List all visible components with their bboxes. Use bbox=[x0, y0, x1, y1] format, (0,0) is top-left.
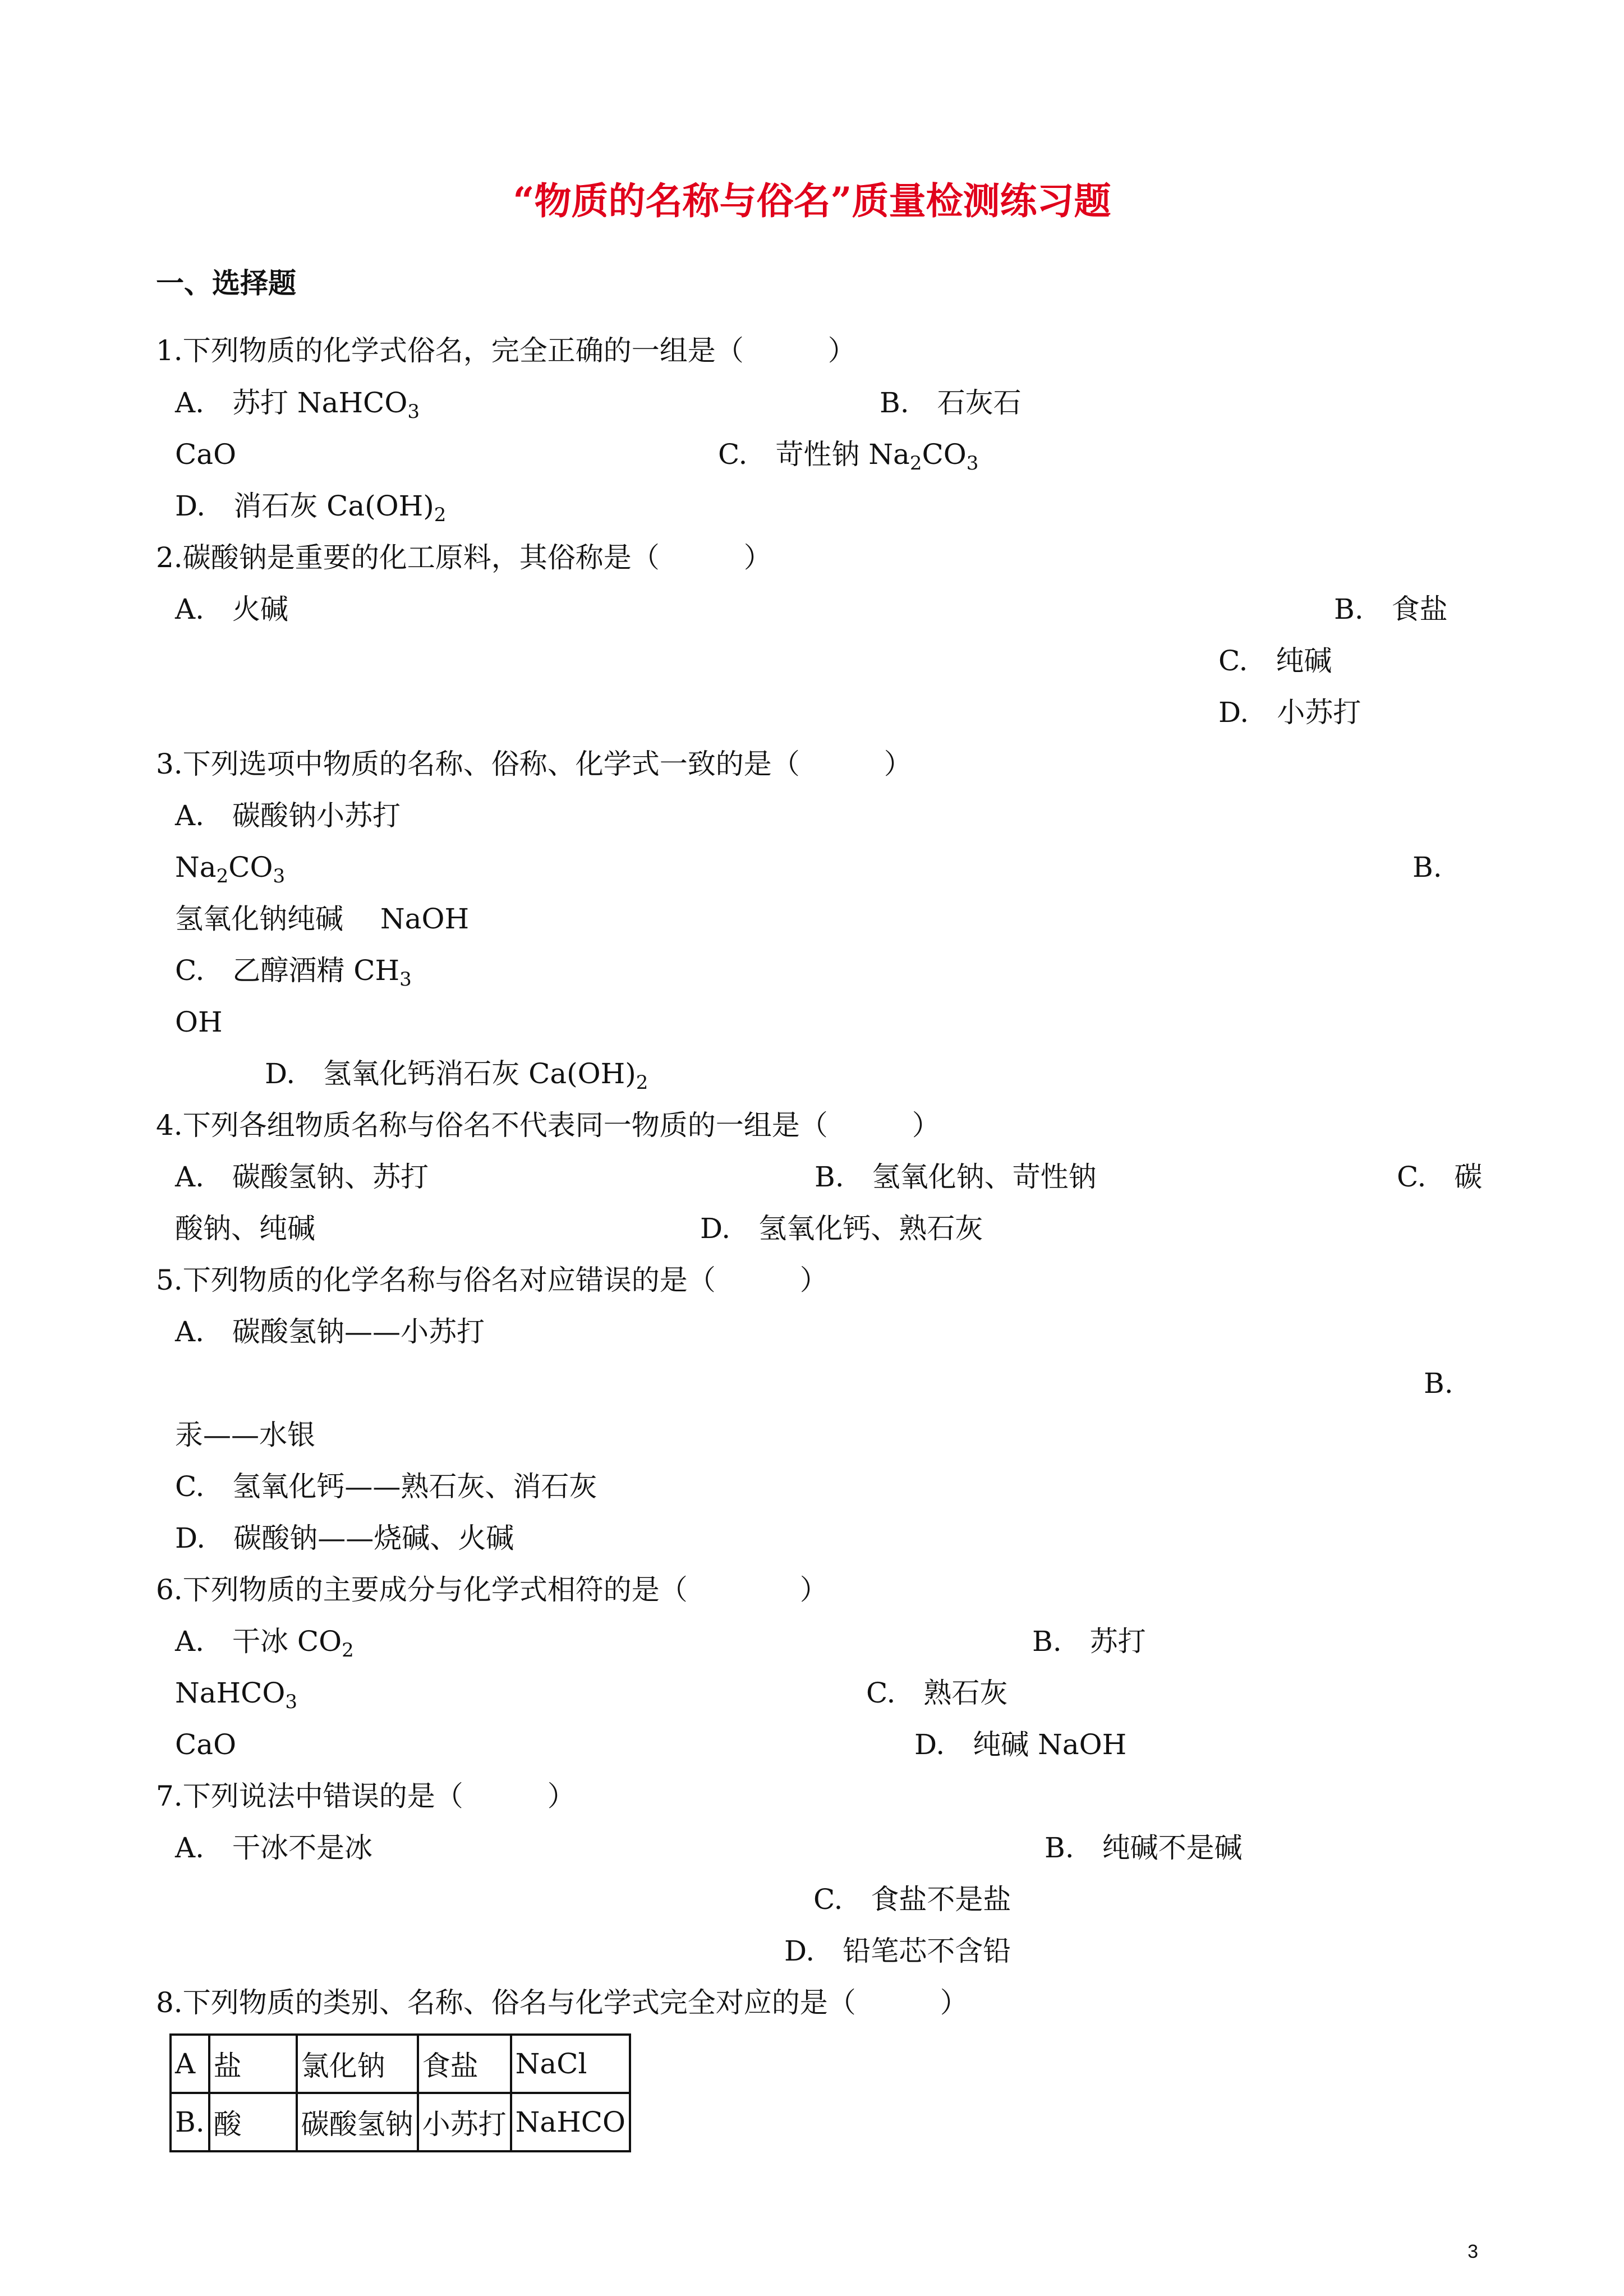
q7-option-d: D. 铅笔芯不含铅 bbox=[784, 1935, 1011, 1967]
q6-stem: 6.下列物质的主要成分与化学式相符的是（ ） bbox=[156, 1573, 828, 1606]
q5-option-b-cont: 汞——水银 bbox=[175, 1419, 315, 1451]
table-cell: NaHCO bbox=[511, 2093, 630, 2151]
q3-option-a-formula: $Na_2CO_3$ bbox=[175, 851, 286, 887]
q7-option-a: A. 干冰不是冰 bbox=[175, 1832, 373, 1864]
q3-stem: 3.下列选项中物质的名称、俗称、化学式一致的是（ ） bbox=[156, 748, 912, 780]
table-cell: 食盐 bbox=[418, 2035, 511, 2093]
page-title: “物质的名称与俗名”质量检测练习题 bbox=[513, 179, 1111, 223]
table-cell: 酸 bbox=[209, 2093, 297, 2151]
q3-option-a: A. 碳酸钠小苏打 bbox=[175, 799, 401, 832]
table-cell: B. bbox=[171, 2093, 209, 2151]
q5-option-a: A. 碳酸氢钠——小苏打 bbox=[175, 1315, 485, 1348]
q4-option-a: A. 碳酸氢钠、苏打 bbox=[175, 1161, 429, 1193]
table-cell: 小苏打 bbox=[418, 2093, 511, 2151]
table-cell: 碳酸氢钠 bbox=[297, 2093, 418, 2151]
q1-option-a: A. 苏打 NaHCO$_3$ bbox=[175, 386, 420, 423]
q2-stem: 2.碳酸钠是重要的化工原料，其俗称是（ ） bbox=[156, 541, 772, 574]
q2-option-c: C. 纯碱 bbox=[1218, 645, 1332, 677]
q4-option-c: C. 碳 bbox=[1397, 1161, 1483, 1193]
q2-option-d: D. 小苏打 bbox=[1218, 696, 1361, 729]
table-cell: A bbox=[171, 2035, 209, 2093]
q6-option-c: C. 熟石灰 bbox=[866, 1677, 1008, 1709]
q1-option-b-cont: CaO bbox=[175, 438, 237, 471]
q6-option-d: D. 纯碱 NaOH bbox=[914, 1728, 1127, 1761]
q1-stem: 1.下列物质的化学式俗名，完全正确的一组是（ ） bbox=[156, 334, 856, 367]
q3-option-d: D. 氢氧化钙消石灰 $Ca(OH)_2$ bbox=[265, 1057, 648, 1094]
q4-option-c-cont: 酸钠、纯碱 bbox=[175, 1212, 315, 1245]
q5-option-c: C. 氢氧化钙——熟石灰、消石灰 bbox=[175, 1470, 597, 1503]
q1-option-d: D. 消石灰 $Ca(OH)_2$ bbox=[175, 490, 447, 526]
q4-stem: 4.下列各组物质名称与俗名不代表同一物质的一组是（ ） bbox=[156, 1109, 940, 1142]
q2-option-b: B. 食盐 bbox=[1334, 593, 1448, 625]
q3-option-b-cont: 氢氧化钠纯碱 NaOH bbox=[175, 903, 470, 935]
q7-option-c: C. 食盐不是盐 bbox=[813, 1883, 1011, 1916]
q7-option-b: B. 纯碱不是碱 bbox=[1045, 1832, 1243, 1864]
q4-option-b: B. 氢氧化钠、苛性钠 bbox=[815, 1161, 1097, 1193]
table-row bbox=[171, 2035, 630, 2093]
q5-option-d: D. 碳酸钠——烧碱、火碱 bbox=[175, 1522, 514, 1554]
q4-option-d: D. 氢氧化钙、熟石灰 bbox=[700, 1212, 983, 1245]
q2-option-a: A. 火碱 bbox=[175, 593, 289, 625]
q3-option-c: C. 乙醇酒精 $CH_3$ bbox=[175, 954, 412, 991]
table-cell: 盐 bbox=[209, 2035, 297, 2093]
q6-option-b-cont: NaHCO$_3$ bbox=[175, 1677, 298, 1713]
q8-options-table bbox=[169, 2033, 631, 2152]
q5-option-b: B. bbox=[1424, 1367, 1453, 1400]
q8-stem: 8.下列物质的类别、名称、俗名与化学式完全对应的是（ ） bbox=[156, 1986, 968, 2019]
q3-option-b: B. bbox=[1413, 851, 1442, 884]
table-cell: NaCl bbox=[511, 2035, 630, 2093]
q1-option-c: C. 苛性钠 $Na_2CO_3$ bbox=[718, 438, 979, 475]
table-cell: 氯化钠 bbox=[297, 2035, 418, 2093]
q5-stem: 5.下列物质的化学名称与俗名对应错误的是（ ） bbox=[156, 1264, 828, 1296]
q3-option-c-cont: OH bbox=[175, 1006, 223, 1038]
q6-option-a: A. 干冰 $CO_2$ bbox=[175, 1625, 354, 1662]
q6-option-b: B. 苏打 bbox=[1032, 1625, 1146, 1658]
q7-stem: 7.下列说法中错误的是（ ） bbox=[156, 1780, 576, 1812]
q1-option-b: B. 石灰石 bbox=[880, 386, 1022, 419]
q6-option-c-cont: CaO bbox=[175, 1728, 237, 1761]
section-heading: 一、选择题 bbox=[156, 266, 296, 300]
table-row bbox=[171, 2093, 630, 2151]
page-number: 3 bbox=[1467, 2241, 1478, 2262]
